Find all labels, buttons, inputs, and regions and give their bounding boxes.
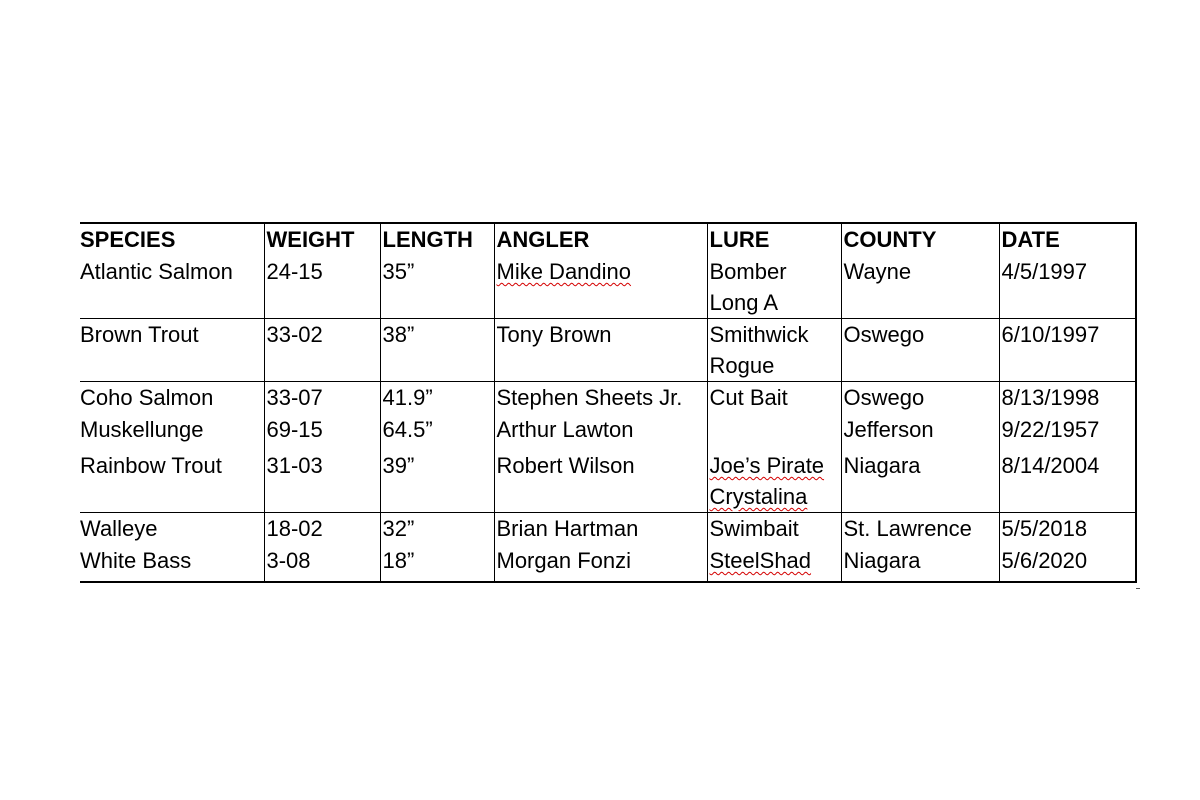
lure-line-text: Crystalina xyxy=(709,484,808,509)
header-angler: ANGLER xyxy=(494,223,707,256)
cell-weight: 18-02 xyxy=(264,513,380,546)
header-weight: WEIGHT xyxy=(264,223,380,256)
table-row xyxy=(80,414,1136,450)
cell-county: Niagara xyxy=(841,450,999,513)
cell-county: Oswego xyxy=(841,319,999,382)
cell-species: Walleye xyxy=(80,516,158,541)
cell-lure xyxy=(707,319,841,382)
cell-angler: Brian Hartman xyxy=(494,513,707,546)
cell-county: Niagara xyxy=(841,545,999,582)
cell-species: Brown Trout xyxy=(80,319,264,382)
cell-length: 18” xyxy=(380,545,494,582)
cell-weight: 69-15 xyxy=(264,414,380,450)
header-lure: LURE xyxy=(707,223,841,256)
header-length: LENGTH xyxy=(380,223,494,256)
cell-weight: 24-15 xyxy=(264,256,380,319)
cell-lure xyxy=(707,414,841,450)
cell-species: Muskellunge xyxy=(80,417,204,442)
cell-angler: Stephen Sheets Jr. xyxy=(494,382,707,415)
cell-species: Rainbow Trout xyxy=(80,450,264,513)
header-species: SPECIES xyxy=(80,223,264,256)
cell-angler: Tony Brown xyxy=(494,319,707,382)
cell-angler: Robert Wilson xyxy=(494,450,707,513)
lure-line: Smithwick xyxy=(709,322,809,347)
table-header-row xyxy=(80,223,1136,256)
cell-weight: 31-03 xyxy=(264,450,380,513)
cell-species: White Bass xyxy=(80,545,264,582)
cell-county: Wayne xyxy=(841,256,999,319)
lure-line: Long A xyxy=(709,290,779,315)
table-row xyxy=(80,319,1136,382)
table-row xyxy=(80,545,1136,582)
header-date: DATE xyxy=(999,223,1136,256)
cell-weight: 33-02 xyxy=(264,319,380,382)
cell-length: 35” xyxy=(380,256,494,319)
cell-date: 4/5/1997 xyxy=(999,256,1136,319)
cell-angler: Arthur Lawton xyxy=(494,414,707,450)
cell-date: 6/10/1997 xyxy=(999,319,1136,382)
cell-lure: Swimbait xyxy=(707,513,841,546)
cell-angler xyxy=(494,545,707,582)
lure-line: Joe’s Pirate xyxy=(709,453,825,478)
cell-length: 41.9” xyxy=(380,382,494,415)
cell-species: Atlantic Salmon xyxy=(80,256,264,319)
cell-weight: 3-08 xyxy=(264,545,380,582)
table-edge-mark xyxy=(1136,588,1140,589)
cell-angler xyxy=(494,256,707,319)
cell-lure xyxy=(707,450,841,513)
lure-line: SteelShad xyxy=(709,548,812,573)
cell-length: 38” xyxy=(380,319,494,382)
angler-name: Mike Dandino xyxy=(496,259,632,284)
cell-lure xyxy=(707,545,841,582)
cell-date: 8/13/1998 xyxy=(999,382,1136,415)
cell-date: 5/6/2020 xyxy=(999,545,1136,582)
cell-lure: Cut Bait xyxy=(707,382,841,415)
cell-date: 5/5/2018 xyxy=(999,513,1136,546)
state-record-fish-table xyxy=(80,222,1137,583)
table-row xyxy=(80,382,1136,415)
cell-date: 9/22/1957 xyxy=(999,414,1136,450)
lure-line: Bomber xyxy=(709,259,787,284)
cell-county: Oswego xyxy=(841,382,999,415)
lure-line: Rogue xyxy=(709,353,775,378)
cell-weight: 33-07 xyxy=(264,382,380,415)
cell-date: 8/14/2004 xyxy=(999,450,1136,513)
table-row xyxy=(80,513,1136,546)
lure-line xyxy=(710,481,841,512)
cell-county: Jefferson xyxy=(841,414,999,450)
cell-length: 32” xyxy=(380,513,494,546)
table-row xyxy=(80,256,1136,319)
cell-species: Coho Salmon xyxy=(80,385,214,410)
angler-name: Morgan Fonzi xyxy=(496,548,632,573)
cell-lure xyxy=(707,256,841,319)
cell-length: 39” xyxy=(380,450,494,513)
table-row xyxy=(80,450,1136,513)
cell-county: St. Lawrence xyxy=(841,513,999,546)
header-county: COUNTY xyxy=(841,223,999,256)
cell-length: 64.5” xyxy=(380,414,494,450)
